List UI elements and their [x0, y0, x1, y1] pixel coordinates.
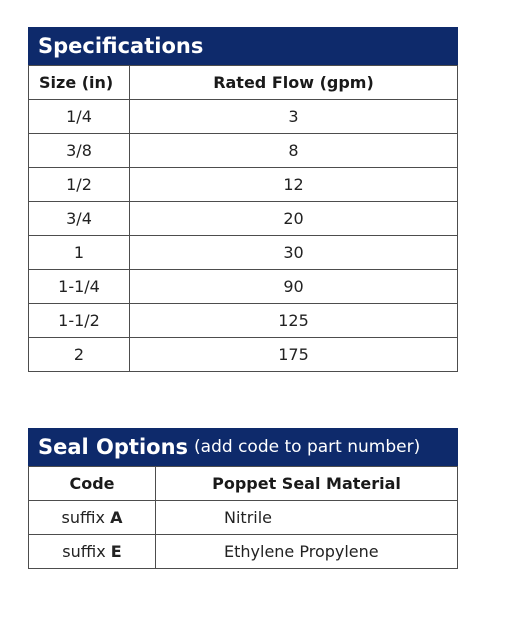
seal-options-table — [28, 428, 458, 569]
table-row — [29, 338, 458, 372]
specifications-grid — [28, 65, 458, 372]
specifications-title-text: Specifications — [38, 34, 204, 58]
code-cell — [29, 501, 156, 535]
flow-cell: 90 — [130, 270, 458, 304]
code-letter: A — [110, 508, 123, 527]
table-row — [29, 168, 458, 202]
flow-header: Rated Flow (gpm) — [130, 66, 458, 100]
specifications-title — [28, 27, 458, 65]
table-row — [29, 202, 458, 236]
code-prefix: suffix — [62, 542, 106, 561]
flow-cell: 20 — [130, 202, 458, 236]
table-row — [29, 100, 458, 134]
seal-options-title-text: Seal Options — [38, 435, 189, 459]
table-row — [29, 134, 458, 168]
table-row — [29, 270, 458, 304]
size-cell: 3/8 — [29, 134, 130, 168]
table-row — [29, 236, 458, 270]
size-header: Size (in) — [29, 66, 130, 100]
size-cell: 1/2 — [29, 168, 130, 202]
size-cell: 1/4 — [29, 100, 130, 134]
flow-cell: 175 — [130, 338, 458, 372]
header-row — [29, 467, 458, 501]
seal-options-grid — [28, 466, 458, 569]
flow-cell: 8 — [130, 134, 458, 168]
material-cell: Ethylene Propylene — [156, 535, 458, 569]
code-prefix: suffix — [61, 508, 105, 527]
table-row — [29, 304, 458, 338]
header-row — [29, 66, 458, 100]
table-row — [29, 535, 458, 569]
code-header: Code — [29, 467, 156, 501]
specifications-table — [28, 27, 458, 372]
flow-cell: 3 — [130, 100, 458, 134]
material-header: Poppet Seal Material — [156, 467, 458, 501]
seal-options-title — [28, 428, 458, 466]
size-cell: 1-1/2 — [29, 304, 130, 338]
code-letter: E — [110, 542, 122, 561]
flow-cell: 125 — [130, 304, 458, 338]
size-cell: 1-1/4 — [29, 270, 130, 304]
material-cell: Nitrile — [156, 501, 458, 535]
table-row — [29, 501, 458, 535]
size-cell: 1 — [29, 236, 130, 270]
seal-options-subtitle: (add code to part number) — [194, 437, 421, 457]
code-cell — [29, 535, 156, 569]
size-cell: 3/4 — [29, 202, 130, 236]
flow-cell: 12 — [130, 168, 458, 202]
size-cell: 2 — [29, 338, 130, 372]
flow-cell: 30 — [130, 236, 458, 270]
